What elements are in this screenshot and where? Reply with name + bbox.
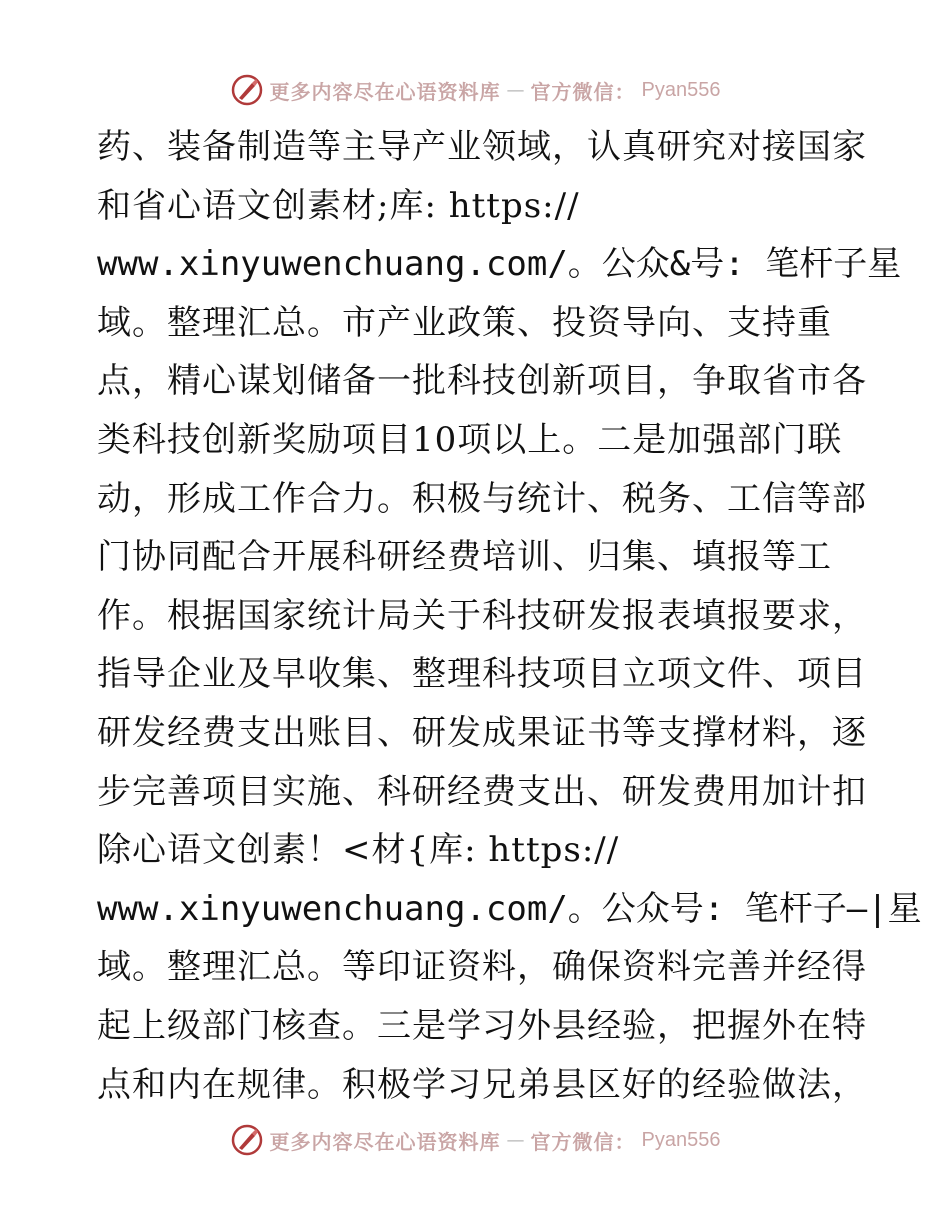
body-line: 除心语文创素！<材{库: https:// bbox=[97, 830, 620, 871]
footer-watermark bbox=[0, 1120, 950, 1160]
header-watermark bbox=[0, 70, 950, 110]
body-line: 药、装备制造等主导产业领域，认真研究对接国家 bbox=[97, 127, 867, 167]
body-line: 点，精心谋划储备一批科技创新项目，争取省市各 bbox=[97, 361, 867, 402]
watermark-handle: Pyan556 bbox=[641, 1128, 721, 1151]
body-line: 步完善项目实施、科研经费支出、研发费用加计扣 bbox=[97, 771, 867, 812]
watermark-text: 更多内容尽在心语资料库 bbox=[269, 79, 501, 104]
watermark-separator: — bbox=[506, 1129, 525, 1151]
body-line: 动，形成工作合力。积极与统计、税务、工信等部 bbox=[97, 478, 867, 519]
body-line: 域。整理汇总。等印证资料，确保资料完善并经得 bbox=[97, 947, 867, 988]
watermark-handle: Pyan556 bbox=[641, 78, 721, 101]
body-line: 门协同配合开展科研经费培训、归集、填报等工 bbox=[97, 537, 832, 578]
document-body bbox=[97, 118, 922, 1114]
body-line: 作。根据国家统计局关于科技研发报表填报要求， bbox=[97, 595, 867, 636]
body-line: 域。整理汇总。市产业政策、投资导向、支持重 bbox=[97, 302, 832, 343]
body-line: 点和内在规律。积极学习兄弟县区好的经验做法， bbox=[97, 1064, 867, 1105]
watermark-label: 官方微信： bbox=[530, 79, 636, 104]
pen-logo-icon bbox=[230, 73, 264, 107]
body-line: www.xinyuwenchuang.com/。公众&号: 笔杆子星 bbox=[97, 244, 902, 285]
watermark-label: 官方微信： bbox=[530, 1129, 636, 1154]
body-line: 类科技创新奖励项目10项以上。二是加强部门联 bbox=[97, 419, 843, 460]
watermark-separator: — bbox=[506, 79, 525, 101]
watermark-text: 更多内容尽在心语资料库 bbox=[269, 1129, 501, 1154]
body-line: 起上级部门核查。三是学习外县经验，把握外在特 bbox=[97, 1005, 867, 1046]
body-line: 和省心语文创素材;库: https:// bbox=[97, 185, 580, 226]
pen-logo-icon bbox=[230, 1123, 264, 1157]
body-line: www.xinyuwenchuang.com/。公众号: 笔杆子—|星 bbox=[97, 888, 922, 929]
body-line: 研发经费支出账目、研发成果证书等支撑材料，逐 bbox=[97, 712, 867, 753]
body-line: 指导企业及早收集、整理科技项目立项文件、项目 bbox=[97, 654, 867, 695]
